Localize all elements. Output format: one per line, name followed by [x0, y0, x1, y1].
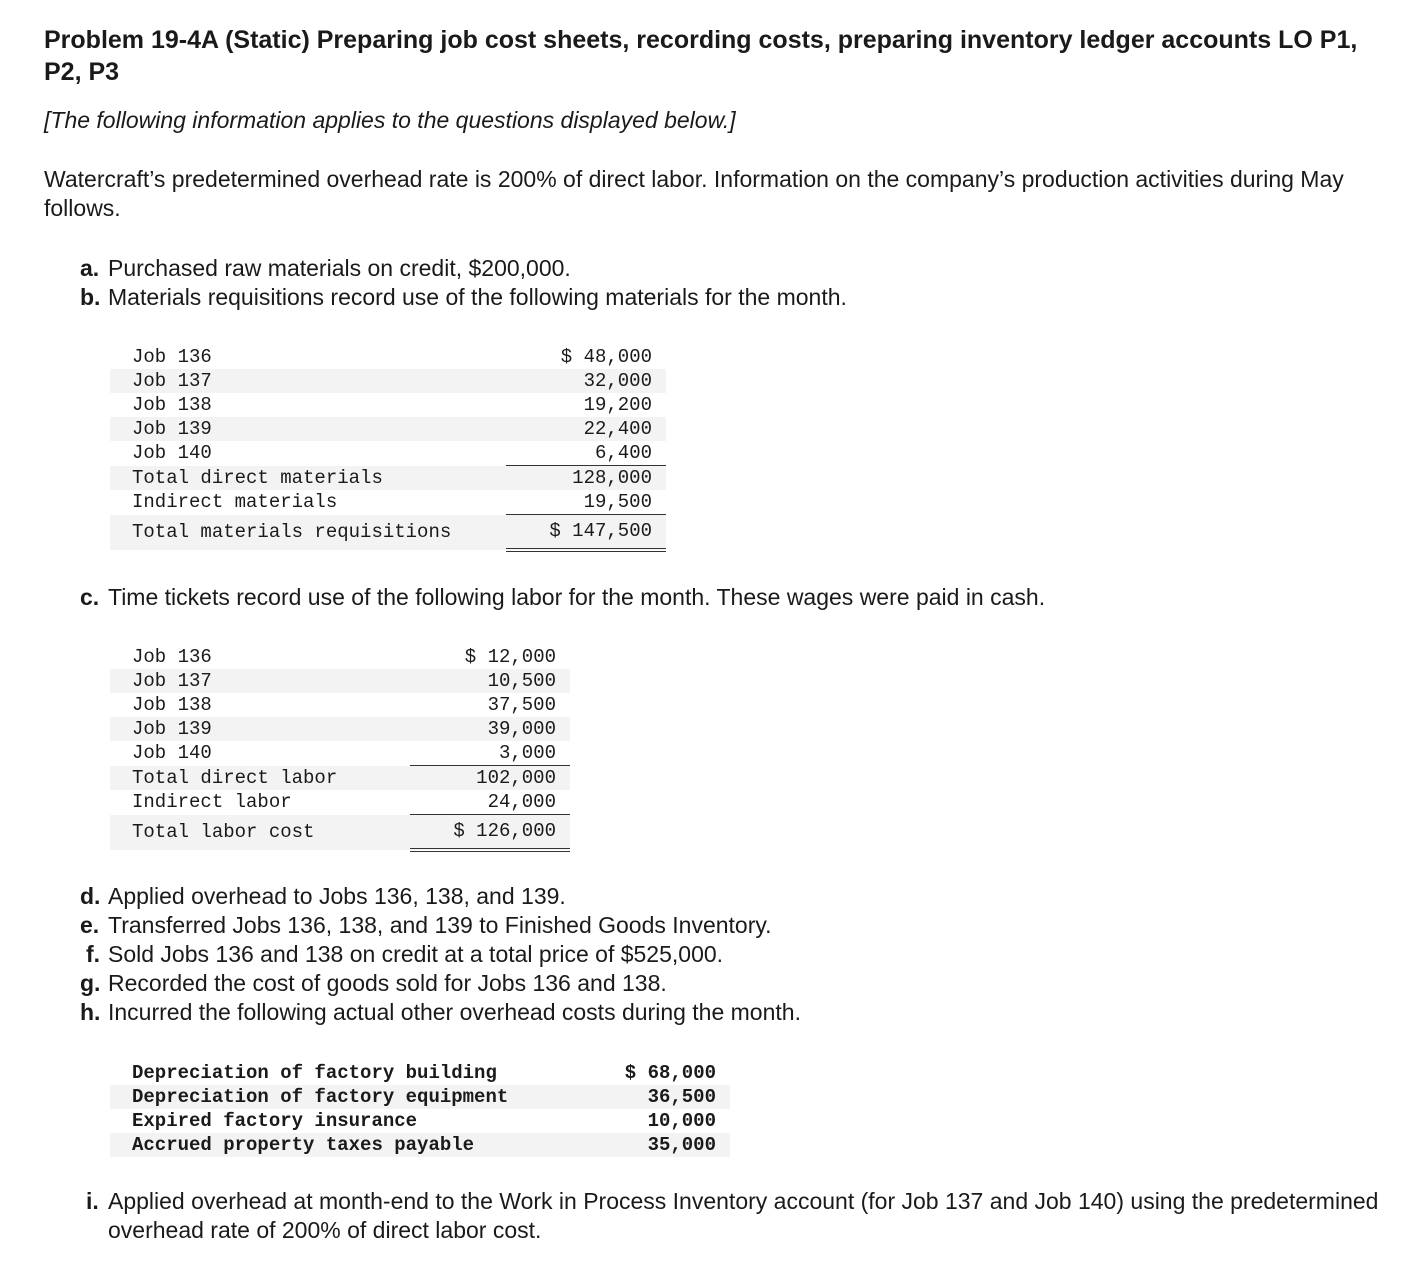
item-text: Incurred the following actual other overhead costs during the month. [108, 999, 801, 1025]
row-label: Total direct labor [110, 766, 410, 791]
item-text: Sold Jobs 136 and 138 on credit at a total price of $525,000. [108, 941, 724, 967]
row-label: Job 136 [132, 346, 212, 368]
row-value: 36,500 [578, 1085, 730, 1109]
table-row [110, 515, 666, 551]
materials-table [110, 345, 666, 552]
table-row [110, 815, 570, 851]
row-label: Job 138 [132, 394, 212, 416]
item-d [80, 882, 1380, 911]
overhead-table [110, 1061, 730, 1157]
row-value: 3,000 [410, 741, 570, 766]
row-label: Depreciation of factory equipment [110, 1085, 578, 1109]
table-row [110, 790, 570, 815]
item-i [80, 1187, 1380, 1245]
item-letter: i. [86, 1188, 99, 1214]
table-row [110, 1109, 730, 1133]
row-label: Total direct materials [110, 466, 506, 491]
item-text: Transferred Jobs 136, 138, and 139 to Finished Goods Inventory. [108, 912, 772, 938]
labor-table [110, 645, 570, 852]
row-value: 37,500 [487, 694, 556, 716]
item-a [80, 254, 1380, 283]
row-value: 24,000 [410, 790, 570, 815]
row-value: $ 68,000 [624, 1062, 716, 1084]
row-label: Accrued property taxes payable [110, 1133, 578, 1157]
item-text: Time tickets record use of the following labor for the month. These wages were paid in cash. [108, 584, 1046, 610]
table-row [110, 645, 570, 669]
row-value: $ 48,000 [560, 346, 652, 368]
context-note: [The following information applies to the questions displayed below.] [44, 107, 736, 133]
row-value: 39,000 [410, 717, 570, 741]
row-label: Depreciation of factory building [132, 1062, 497, 1084]
table-row [110, 693, 570, 717]
item-list-dh [80, 882, 1380, 1027]
table-row [110, 393, 666, 417]
item-list-ab [80, 254, 1380, 312]
row-value: 128,000 [506, 466, 666, 491]
item-h [80, 998, 1380, 1027]
table-row [110, 766, 570, 791]
item-c [80, 583, 1380, 612]
row-value: 32,000 [506, 369, 666, 393]
row-label: Job 138 [132, 694, 212, 716]
row-value: 19,200 [583, 394, 652, 416]
row-value: 10,000 [647, 1110, 716, 1132]
row-label: Total materials requisitions [110, 515, 506, 551]
item-list-i [80, 1187, 1380, 1245]
item-letter: f. [86, 941, 101, 967]
row-label: Indirect materials [132, 491, 338, 514]
row-value: 22,400 [506, 417, 666, 441]
table-row [110, 369, 666, 393]
item-f [80, 940, 1380, 969]
table-row [110, 345, 666, 369]
row-label: Total labor cost [110, 815, 410, 851]
item-letter: e. [80, 912, 100, 938]
table-row [110, 717, 570, 741]
row-value: 6,400 [506, 441, 666, 466]
row-value: 35,000 [578, 1133, 730, 1157]
intro-paragraph: Watercraft’s predetermined overhead rate is 200% of direct labor. Information on the company’s production activities during May follows. [44, 166, 1344, 221]
table-row [110, 441, 666, 466]
row-value: $ 126,000 [410, 815, 570, 851]
item-letter: b. [80, 284, 101, 310]
table-row [110, 490, 666, 515]
row-value: 19,500 [506, 490, 666, 515]
item-letter: g. [80, 970, 101, 996]
row-label: Job 140 [132, 442, 212, 465]
table-row [110, 1061, 730, 1085]
table-row [110, 1085, 730, 1109]
item-g [80, 969, 1380, 998]
row-value: $ 12,000 [464, 646, 556, 668]
item-e [80, 911, 1380, 940]
item-list-c [80, 583, 1380, 612]
table-row [110, 466, 666, 491]
row-label: Job 139 [110, 717, 410, 741]
item-text: Purchased raw materials on credit, $200,000. [108, 255, 571, 281]
row-label: Indirect labor [132, 791, 292, 814]
item-text: Materials requisitions record use of the following materials for the month. [108, 284, 847, 310]
item-text: Recorded the cost of goods sold for Jobs 136 and 138. [108, 970, 667, 996]
table-row [110, 669, 570, 693]
item-letter: h. [80, 999, 101, 1025]
row-label: Job 136 [132, 646, 212, 668]
row-label: Job 139 [110, 417, 506, 441]
item-text: Applied overhead at month-end to the Work in Process Inventory account (for Job 137 and Job 140) using the predetermined overhead rate of 200% of direct labor cost. [108, 1188, 1379, 1243]
table-row [110, 417, 666, 441]
row-label: Job 137 [110, 669, 410, 693]
table-row [110, 1133, 730, 1157]
item-letter: a. [80, 255, 100, 281]
item-letter: d. [80, 883, 101, 909]
row-value: 10,500 [410, 669, 570, 693]
item-text: Applied overhead to Jobs 136, 138, and 139. [108, 883, 566, 909]
row-label: Job 137 [110, 369, 506, 393]
row-value: 102,000 [410, 766, 570, 791]
row-label: Expired factory insurance [132, 1110, 418, 1132]
item-letter: c. [80, 584, 100, 610]
item-b [80, 283, 1380, 312]
row-value: $ 147,500 [506, 515, 666, 551]
row-label: Job 140 [132, 742, 212, 765]
problem-title: Problem 19-4A (Static) Preparing job cost sheets, recording costs, preparing inventory ledger accounts LO P1, P2, P3 [44, 26, 1358, 86]
table-row [110, 741, 570, 766]
